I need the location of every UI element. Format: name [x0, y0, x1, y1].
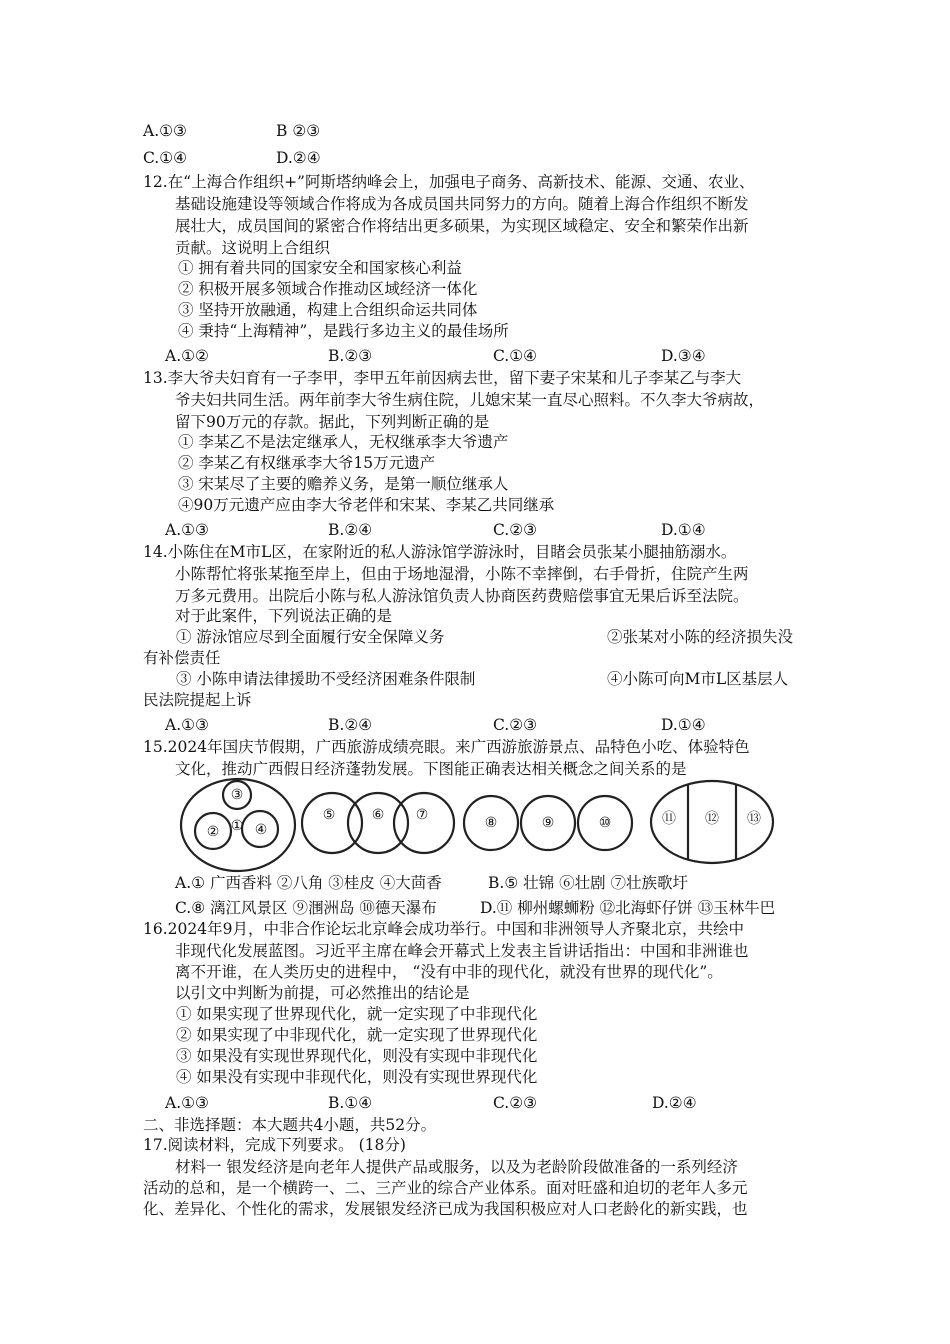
diagram-b-circle-5 — [302, 793, 362, 853]
q15-option-c: C.⑧ 漓江风景区 ⑨涠洲岛 ⑩德天瀑布 — [175, 899, 437, 917]
q14-stem-line: 14.小陈住在M市L区，在家附近的私人游泳馆学游泳时，目睹会员张某小腿抽筋溺水。 — [143, 543, 737, 561]
q14-item: ③ 小陈申请法律援助不受经济困难条件限制 — [176, 670, 476, 688]
q15-option-b: B.⑤ 壮锦 ⑥壮剧 ⑦壮族歌圩 — [488, 874, 688, 892]
q14-stem-line: 万多元费用。出院后小陈与私人游泳馆负责人协商医药费赔偿事宜无果后诉至法院。 — [175, 587, 749, 605]
diagram-b-circle-6 — [348, 793, 408, 853]
q16-item: ④ 如果没有实现中非现代化，则没有实现世界现代化 — [176, 1068, 538, 1086]
diagram-label: ① — [230, 818, 244, 834]
q12-stem-line: 基础设施建设等领域合作将成为各成员国共同努力的方向。随着上海合作组织不断发 — [175, 195, 749, 213]
q13-stem-line: 13.李大爷夫妇育有一子李甲，李甲五年前因病去世，留下妻子宋某和儿子李某乙与李大 — [143, 369, 742, 387]
q14-item: ④小陈可向M市L区基层人 — [607, 670, 789, 688]
q12-stem-line: 展壮大，成员国间的紧密合作将结出更多硕果，为实现区域稳定、安全和繁荣作出新 — [175, 217, 749, 235]
q12-option-d: D.③④ — [661, 347, 706, 365]
q11-option-a: A.①③ — [143, 122, 187, 140]
q14-item: ① 游泳馆应尽到全面履行安全保障义务 — [176, 628, 445, 646]
q17-material-line: 材料一 银发经济是向老年人提供产品或服务，以及为老龄阶段做准备的一系列经济 — [175, 1158, 738, 1176]
q11-option-d: D.②④ — [276, 149, 321, 167]
q15-stem-line: 15.2024年国庆节假期，广西旅游成绩亮眼。来广西游旅游景点、品特色小吃、体验特色 — [143, 738, 750, 756]
q13-stem-line: 留下90万元的存款。据此，下列判断正确的是 — [175, 413, 490, 431]
q17-material-line: 活动的总和，是一个横跨一、二、三产业的综合产业体系。面对旺盛和迫切的老年人多元 — [143, 1179, 748, 1197]
q16-stem-line: 离不开谁，在人类历史的进程中， “没有中非的现代化，就没有世界的现代化”。 — [175, 963, 723, 981]
q14-option-d: D.①④ — [661, 716, 706, 734]
diagram-label: ⑦ — [415, 807, 429, 823]
q14-stem-line: 对于此案件，下列说法正确的是 — [175, 607, 393, 625]
q16-item: ② 如果实现了中非现代化，就一定实现了世界现代化 — [176, 1026, 538, 1044]
q12-stem-line: 12.在“上海合作组织+”阿斯塔纳峰会上，加强电子商务、高新技术、能源、交通、农业、 — [143, 173, 755, 191]
q12-item: ① 拥有着共同的国家安全和国家核心利益 — [178, 259, 462, 277]
q13-option-d: D.①④ — [661, 521, 706, 539]
section-heading: 二、非选择题：本大题共4小题，共52分。 — [143, 1116, 437, 1134]
q11-option-c: C.①④ — [143, 149, 188, 167]
q13-item: ① 李某乙不是法定继承人，无权继承李大爷遗产 — [178, 433, 509, 451]
q15-option-a: A.① 广西香料 ②八角 ③桂皮 ④大茴香 — [175, 874, 442, 892]
diagram-label: ④ — [254, 822, 268, 838]
q15-diagram — [175, 775, 795, 875]
q13-option-b: B.②④ — [328, 521, 373, 539]
diagram-label: ⑨ — [541, 815, 555, 831]
diagram-label: ⑬ — [747, 811, 761, 827]
diagram-label: ③ — [230, 787, 244, 803]
q16-stem-line: 以引文中判断为前提，可必然推出的结论是 — [175, 984, 470, 1002]
q13-item: ③ 宋某尽了主要的赡养义务，是第一顺位继承人 — [178, 475, 509, 493]
q16-option-b: B.①④ — [328, 1094, 373, 1112]
q15-option-d: D.⑪ 柳州螺蛳粉 ⑫北海虾仔饼 ⑬玉林牛巴 — [480, 899, 776, 917]
q14-item-continued: 有补偿责任 — [143, 649, 221, 667]
q13-option-a: A.①③ — [165, 521, 209, 539]
diagram-b-circle-7 — [394, 793, 454, 853]
q13-item: ④90万元遗产应由李大爷老伴和宋某、李某乙共同继承 — [178, 496, 555, 514]
diagram-label: ⑤ — [322, 807, 336, 823]
q12-stem-line: 贡献。这说明上合组织 — [175, 239, 331, 257]
q16-option-c: C.②③ — [493, 1094, 538, 1112]
q16-stem-line: 非现代化发展蓝图。习近平主席在峰会开幕式上发表主旨讲话指出：中国和非洲谁也 — [175, 942, 749, 960]
q16-stem-line: 16.2024年9月，中非合作论坛北京峰会成功举行。中国和非洲领导人齐聚北京，共绘中 — [143, 920, 744, 938]
q14-option-a: A.①③ — [165, 716, 209, 734]
q16-item: ③ 如果没有实现世界现代化，则没有实现中非现代化 — [176, 1047, 538, 1065]
q11-option-b: B ②③ — [276, 122, 321, 140]
q12-option-a: A.①② — [165, 347, 209, 365]
q13-option-c: C.②③ — [493, 521, 538, 539]
q12-item: ③ 坚持开放融通，构建上合组织命运共同体 — [178, 301, 478, 319]
q14-option-c: C.②③ — [493, 716, 538, 734]
diagram-label: ⑫ — [705, 811, 719, 827]
q14-item-continued: 民法院提起上诉 — [143, 691, 252, 709]
q17-material-line: 化、差异化、个性化的需求，发展银发经济已成为我国积极应对人口老龄化的新实践，也 — [143, 1200, 748, 1218]
diagram-label: ② — [206, 824, 220, 840]
diagram-label: ⑧ — [484, 815, 498, 831]
q13-stem-line: 爷夫妇共同生活。两年前李大爷生病住院，儿媳宋某一直尽心照料。不久李大爷病故， — [175, 391, 765, 409]
diagram-label: ⑥ — [371, 807, 385, 823]
diagram-label: ⑪ — [662, 811, 676, 827]
q16-option-d: D.②④ — [652, 1094, 697, 1112]
diagram-label: ⑩ — [598, 815, 612, 831]
q14-stem-line: 小陈帮忙将张某拖至岸上，但由于场地湿滑，小陈不幸摔倒，右手骨折，住院产生两 — [175, 565, 749, 583]
q12-item: ④ 秉持“上海精神”，是践行多边主义的最佳场所 — [178, 322, 509, 340]
q17-stem: 17.阅读材料，完成下列要求。 (18分) — [143, 1136, 406, 1154]
q12-item: ② 积极开展多领域合作推动区域经济一体化 — [178, 280, 478, 298]
q15-stem-line: 文化，推动广西假日经济蓬勃发展。下图能正确表达相关概念之间关系的是 — [175, 760, 687, 778]
q12-option-c: C.①④ — [493, 347, 538, 365]
q14-option-b: B.②④ — [328, 716, 373, 734]
q13-item: ② 李某乙有权继承李大爷15万元遗产 — [178, 454, 436, 472]
q12-option-b: B.②③ — [328, 347, 373, 365]
q16-item: ① 如果实现了世界现代化，就一定实现了中非现代化 — [176, 1005, 538, 1023]
q16-option-a: A.①③ — [165, 1094, 209, 1112]
q14-item: ②张某对小陈的经济损失没 — [607, 628, 794, 646]
